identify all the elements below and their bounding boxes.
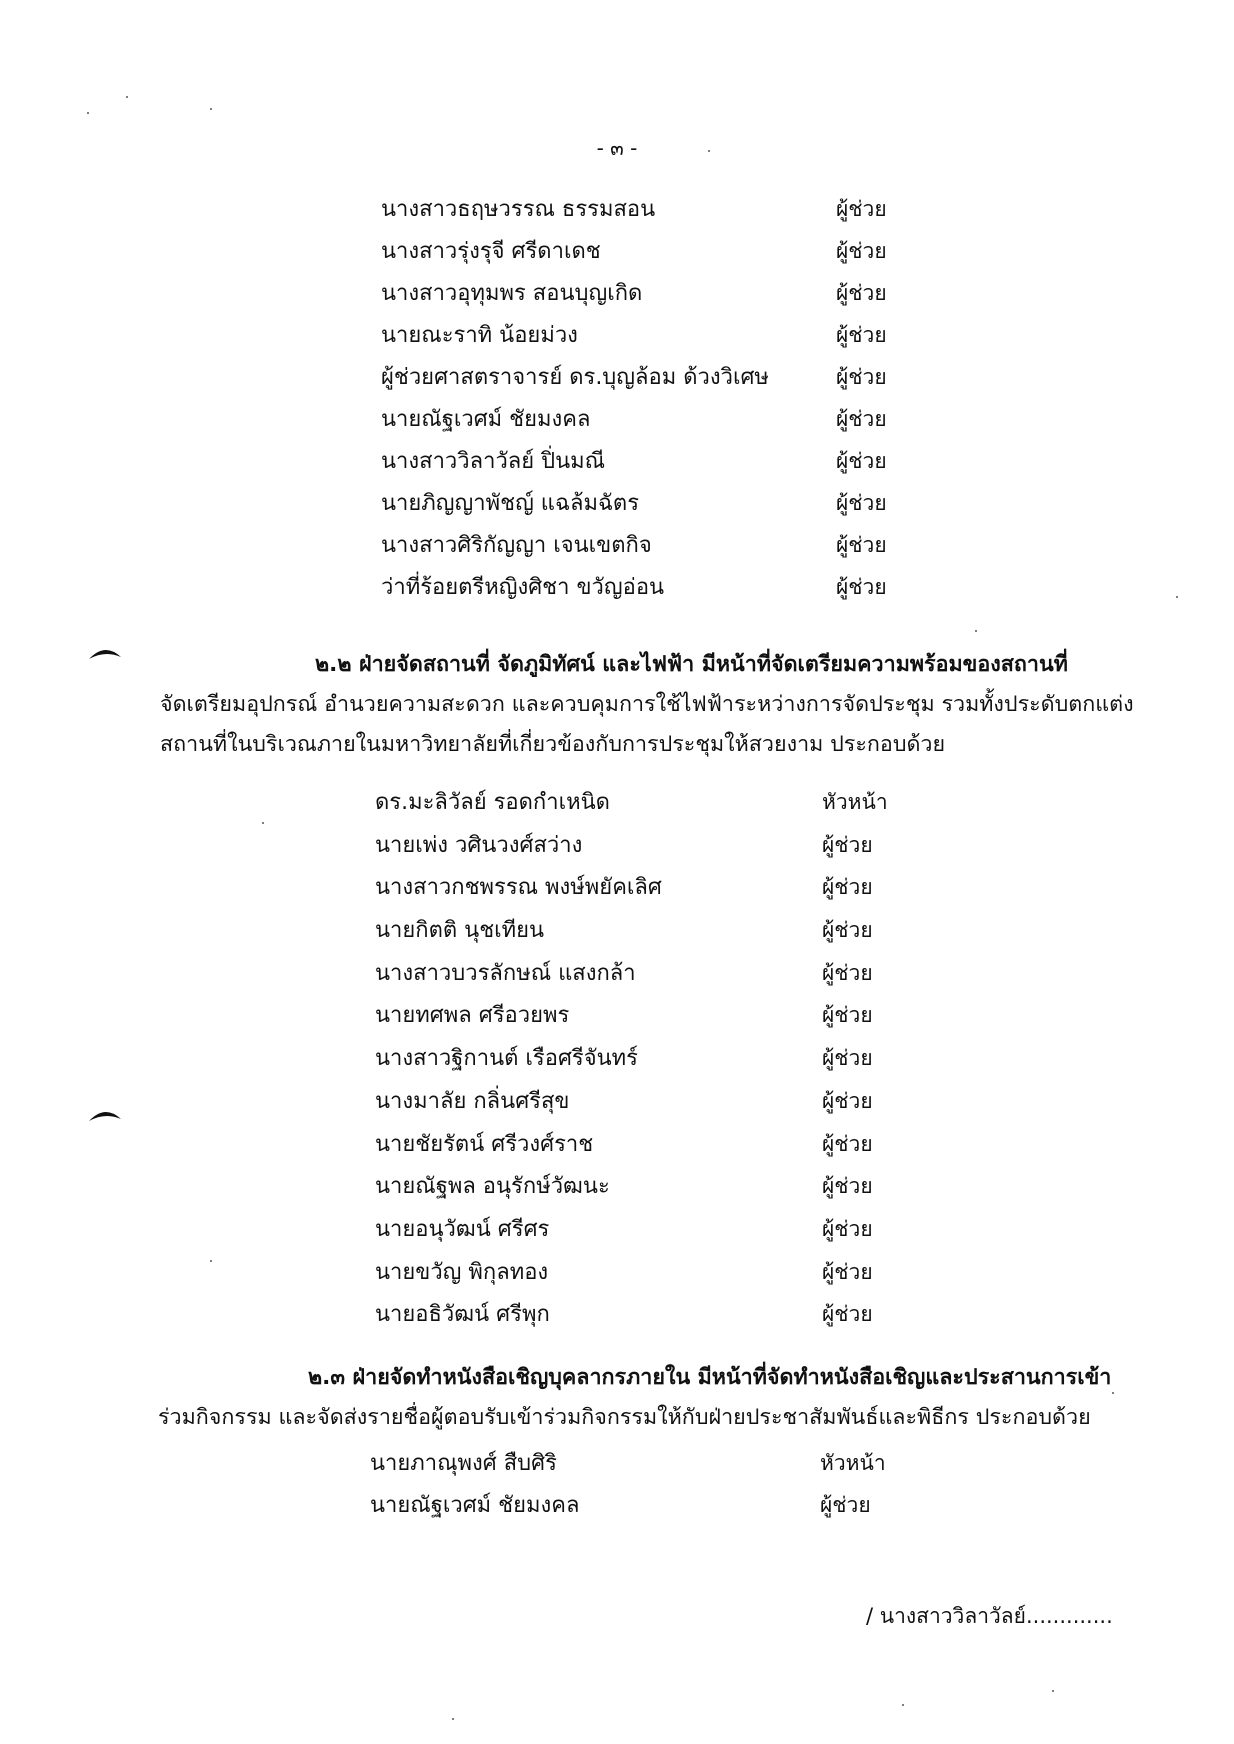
list-item (0, 1211, 1234, 1254)
scan-speck (1052, 1690, 1054, 1692)
list-item (0, 1254, 1234, 1297)
member-role: หัวหน้า (822, 790, 888, 814)
list-item (0, 275, 1234, 317)
member-role: ผู้ช่วย (822, 1088, 873, 1113)
member-name: นางมาลัย กลิ่นศรีสุข (375, 1088, 570, 1114)
member-role: ผู้ช่วย (836, 281, 887, 305)
member-name: นายณัฐเวศม์ ชัยมงคล (370, 1493, 580, 1518)
member-list-section-2-2 (0, 784, 1234, 1339)
list-item (0, 569, 1234, 611)
member-name: นายชัยรัตน์ ศรีวงศ์ราช (375, 1131, 594, 1157)
list-item (0, 827, 1234, 870)
member-role: ผู้ช่วย (836, 239, 887, 263)
member-name: ผู้ช่วยศาสตราจารย์ ดร.บุญล้อม ด้วงวิเศษ (381, 365, 769, 390)
list-item (0, 401, 1234, 443)
list-item (0, 485, 1234, 527)
member-role: ผู้ช่วย (822, 1046, 873, 1071)
member-name: นางสาวกชพรรณ พงษ์พยัคเลิศ (375, 875, 662, 901)
section-2-2-paragraph (160, 645, 1134, 765)
member-name: นายณัฐพล อนุรักษ์วัฒนะ (375, 1174, 610, 1200)
member-name: นายภิญญาพัชญ์ แฉล้มฉัตร (381, 491, 640, 516)
section-2-2-heading: ๒.๒ ฝ่ายจัดสถานที่ จัดภูมิทัศน์ และไฟฟ้า (315, 652, 695, 677)
list-item (0, 869, 1234, 912)
member-name: นายณัฐเวศม์ ชัยมงคล (381, 407, 591, 432)
member-role: ผู้ช่วย (820, 1493, 871, 1517)
member-role: ผู้ช่วย (836, 449, 887, 473)
list-item (0, 955, 1234, 998)
member-name: นางสาวฐิกานต์ เรือศรีจันทร์ (375, 1046, 638, 1072)
member-name: นางสาวธฤษวรรณ ธรรมสอน (381, 197, 656, 222)
list-item (0, 1126, 1234, 1169)
member-role: ผู้ช่วย (822, 832, 873, 857)
member-role: ผู้ช่วย (822, 1259, 873, 1284)
section-2-3-line1: มีหน้าที่จัดทำหนังสือเชิญและประสานการเข้า (690, 1365, 1112, 1390)
list-item (0, 359, 1234, 401)
list-item (0, 317, 1234, 359)
member-role: ผู้ช่วย (836, 197, 887, 221)
scan-speck (902, 1704, 904, 1706)
list-item (0, 1040, 1234, 1083)
member-name: นายขวัญ พิกุลทอง (375, 1259, 549, 1285)
member-role: ผู้ช่วย (822, 1003, 873, 1028)
member-name: นายกิตติ นุชเทียน (375, 918, 545, 944)
member-name: นายอนุวัฒน์ ศรีศร (375, 1216, 550, 1242)
member-role: ผู้ช่วย (836, 491, 887, 515)
section-2-3-line2: ร่วมกิจกรรม และจัดส่งรายชื่อผู้ตอบรับเข้าร่วมกิจกรรมให้กับฝ่ายประชาสัมพันธ์และพิธีกร ประกอบด้วย (158, 1405, 1091, 1430)
punch-hole-mark-icon (88, 1108, 122, 1122)
member-name: นางสาวบวรลักษณ์ แสงกล้า (375, 960, 636, 986)
list-item (0, 1445, 1234, 1487)
member-name: นางสาวอุทุมพร สอนบุญเกิด (381, 281, 643, 306)
scan-speck (210, 1260, 212, 1262)
member-name: ดร.มะลิวัลย์ รอดกำเหนิด (375, 790, 610, 815)
list-item (0, 1487, 1234, 1529)
scan-speck (126, 96, 128, 98)
scan-speck (1176, 596, 1178, 598)
member-role: ผู้ช่วย (822, 960, 873, 985)
member-role: ผู้ช่วย (836, 575, 887, 599)
scan-speck (1112, 1392, 1114, 1394)
member-name: นายภาณุพงศ์ สืบศิริ (370, 1451, 557, 1476)
page-number: - ๓ - (596, 136, 638, 160)
list-item (0, 191, 1234, 233)
scan-speck (975, 630, 977, 632)
section-2-3-heading: ๒.๓ ฝ่ายจัดทำหนังสือเชิญบุคลากรภายใน (308, 1365, 691, 1390)
list-item (0, 1296, 1234, 1339)
footer-continuation: / นางสาววิลาวัลย์............. (866, 1604, 1113, 1628)
member-role: หัวหน้า (820, 1451, 886, 1475)
list-item (0, 233, 1234, 275)
member-name: นางสาววิลาวัลย์ ปิ่นมณี (381, 449, 606, 474)
member-name: นางสาวศิริกัญญา เจนเขตกิจ (381, 533, 652, 558)
member-role: ผู้ช่วย (822, 918, 873, 943)
member-list-section-1 (0, 191, 1234, 611)
member-name: นายทศพล ศรีอวยพร (375, 1003, 570, 1029)
member-name: นายณะราทิ น้อยม่วง (381, 323, 578, 348)
member-name: นายอธิวัฒน์ ศรีพุก (375, 1302, 550, 1328)
member-name: นางสาวรุ่งรุจี ศรีดาเดช (381, 239, 601, 264)
member-role: ผู้ช่วย (822, 1174, 873, 1199)
scan-speck (452, 1718, 454, 1720)
member-list-section-2-3 (0, 1445, 1234, 1529)
member-role: ผู้ช่วย (836, 365, 887, 389)
list-item (0, 527, 1234, 569)
member-role: ผู้ช่วย (836, 407, 887, 431)
list-item (0, 784, 1234, 827)
section-2-2-line1: มีหน้าที่จัดเตรียมความพร้อมของสถานที่ (694, 652, 1068, 677)
list-item (0, 1168, 1234, 1211)
member-name: ว่าที่ร้อยตรีหญิงศิชา ขวัญอ่อน (381, 575, 665, 600)
scan-speck (210, 108, 212, 110)
member-role: ผู้ช่วย (822, 875, 873, 900)
list-item (0, 443, 1234, 485)
list-item (0, 1083, 1234, 1126)
member-role: ผู้ช่วย (822, 1131, 873, 1156)
member-role: ผู้ช่วย (822, 1216, 873, 1241)
member-role: ผู้ช่วย (822, 1302, 873, 1327)
section-2-3-paragraph (158, 1358, 1112, 1438)
scan-speck (87, 112, 89, 114)
list-item (0, 912, 1234, 955)
member-name: นายเพ่ง วศินวงศ์สว่าง (375, 832, 583, 858)
punch-hole-mark-icon (88, 646, 122, 660)
list-item (0, 997, 1234, 1040)
section-2-2-line3: สถานที่ในบริเวณภายในมหาวิทยาลัยที่เกี่ยวข้องกับการประชุมให้สวยงาม ประกอบด้วย (160, 732, 946, 757)
scan-speck (708, 150, 710, 152)
scan-speck (262, 822, 264, 824)
member-role: ผู้ช่วย (836, 323, 887, 347)
member-role: ผู้ช่วย (836, 533, 887, 557)
section-2-2-line2: จัดเตรียมอุปกรณ์ อำนวยความสะดวก และควบคุมการใช้ไฟฟ้าระหว่างการจัดประชุม รวมทั้งประดับตกแต่ง (160, 692, 1134, 717)
